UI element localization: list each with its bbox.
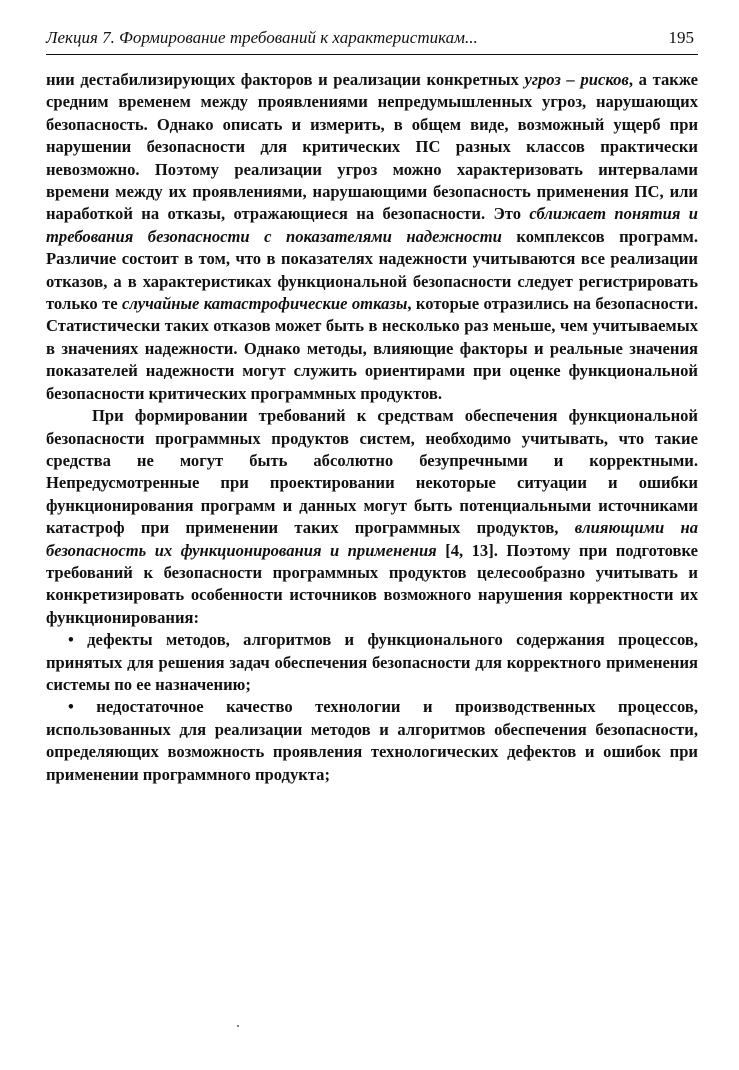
page-number: 195: [668, 28, 694, 47]
paragraph-1-text-c: , а также средним временем между проявлениями непредумышленных угроз, нарушающих безопасность. Однако описать и измерить, в общем виде, возможный ущерб при нарушении безопасности для критических ПС разных классов практически невозможно. Поэтому реализации угроз можно характеризовать интервалами времени между их проявлениями, нарушающими безопасность применения ПС, или наработкой на отказы, отражающиеся на безопасности. Это: [46, 70, 698, 224]
paragraph-1-emphasis-reliability: сближает понятия и требования безопасности с показателями надежности: [46, 204, 698, 246]
paragraph-1-text-g: , которые отразились на безопасности. Статистически таких отказов может быть в несколько раз меньше, чем учитываемых в значениях надежности. Однако методы, влияющие факторы и реальные значения показателей надежности могут служить ориентирами при оценке функциональной безопасности критических программных продуктов.: [46, 294, 698, 403]
paragraph-2-emphasis-safety: влияющими на безопасность их функционирования и применения: [46, 518, 699, 560]
print-speck: [237, 1025, 239, 1027]
paragraph-1: [46, 69, 698, 405]
paragraph-1-text-a: нии дестабилизирующих факторов и реализации конкретных: [46, 70, 525, 89]
running-header: [46, 28, 698, 55]
running-title: Лекция 7. Формирование требований к характеристикам...: [46, 28, 478, 47]
book-page: [46, 28, 698, 786]
bullet-item-2: • недостаточное качество технологии и производственных процессов, использованных для реализации методов и алгоритмов обеспечения безопасности, определяющих возможность проявления технологических дефектов и ошибок при применении программного продукта;: [46, 697, 698, 784]
bullet-item-1: • дефекты методов, алгоритмов и функционального содержания процессов, принятых для решения задач обеспечения безопасности для корректного применения системы по ее назначению;: [46, 630, 698, 694]
body-text: [46, 69, 698, 786]
paragraph-2-text-c: [4, 13]. Поэтому при подготовке требований к безопасности программных продуктов целесообразно учитывать и конкретизировать особенности источников возможного нарушения корректности их функционирования:: [46, 540, 699, 627]
paragraph-1-emphasis-failures: случайные катастрофические отказы: [122, 294, 408, 314]
paragraph-2: [46, 405, 698, 629]
paragraph-2-text-a: При формировании требований к средствам обеспечения функциональной безопасности программных продуктов систем, необходимо учитывать, что такие средства не могут быть абсолютно безупречными и корректными. Непредусмотренные при проектировании некоторые ситуации и ошибки функционирования программ и данных могут быть потенциальными источниками катастроф при применении таких программных продуктов,: [46, 406, 698, 538]
paragraph-1-emphasis-threats: угроз – рисков: [524, 70, 629, 89]
paragraph-1-text-e: комплексов программ. Различие состоит в том, что в показателях надежности учитываются все реализации отказов, а в характеристиках функциональной безопасности следует регистрировать только те: [46, 226, 699, 314]
